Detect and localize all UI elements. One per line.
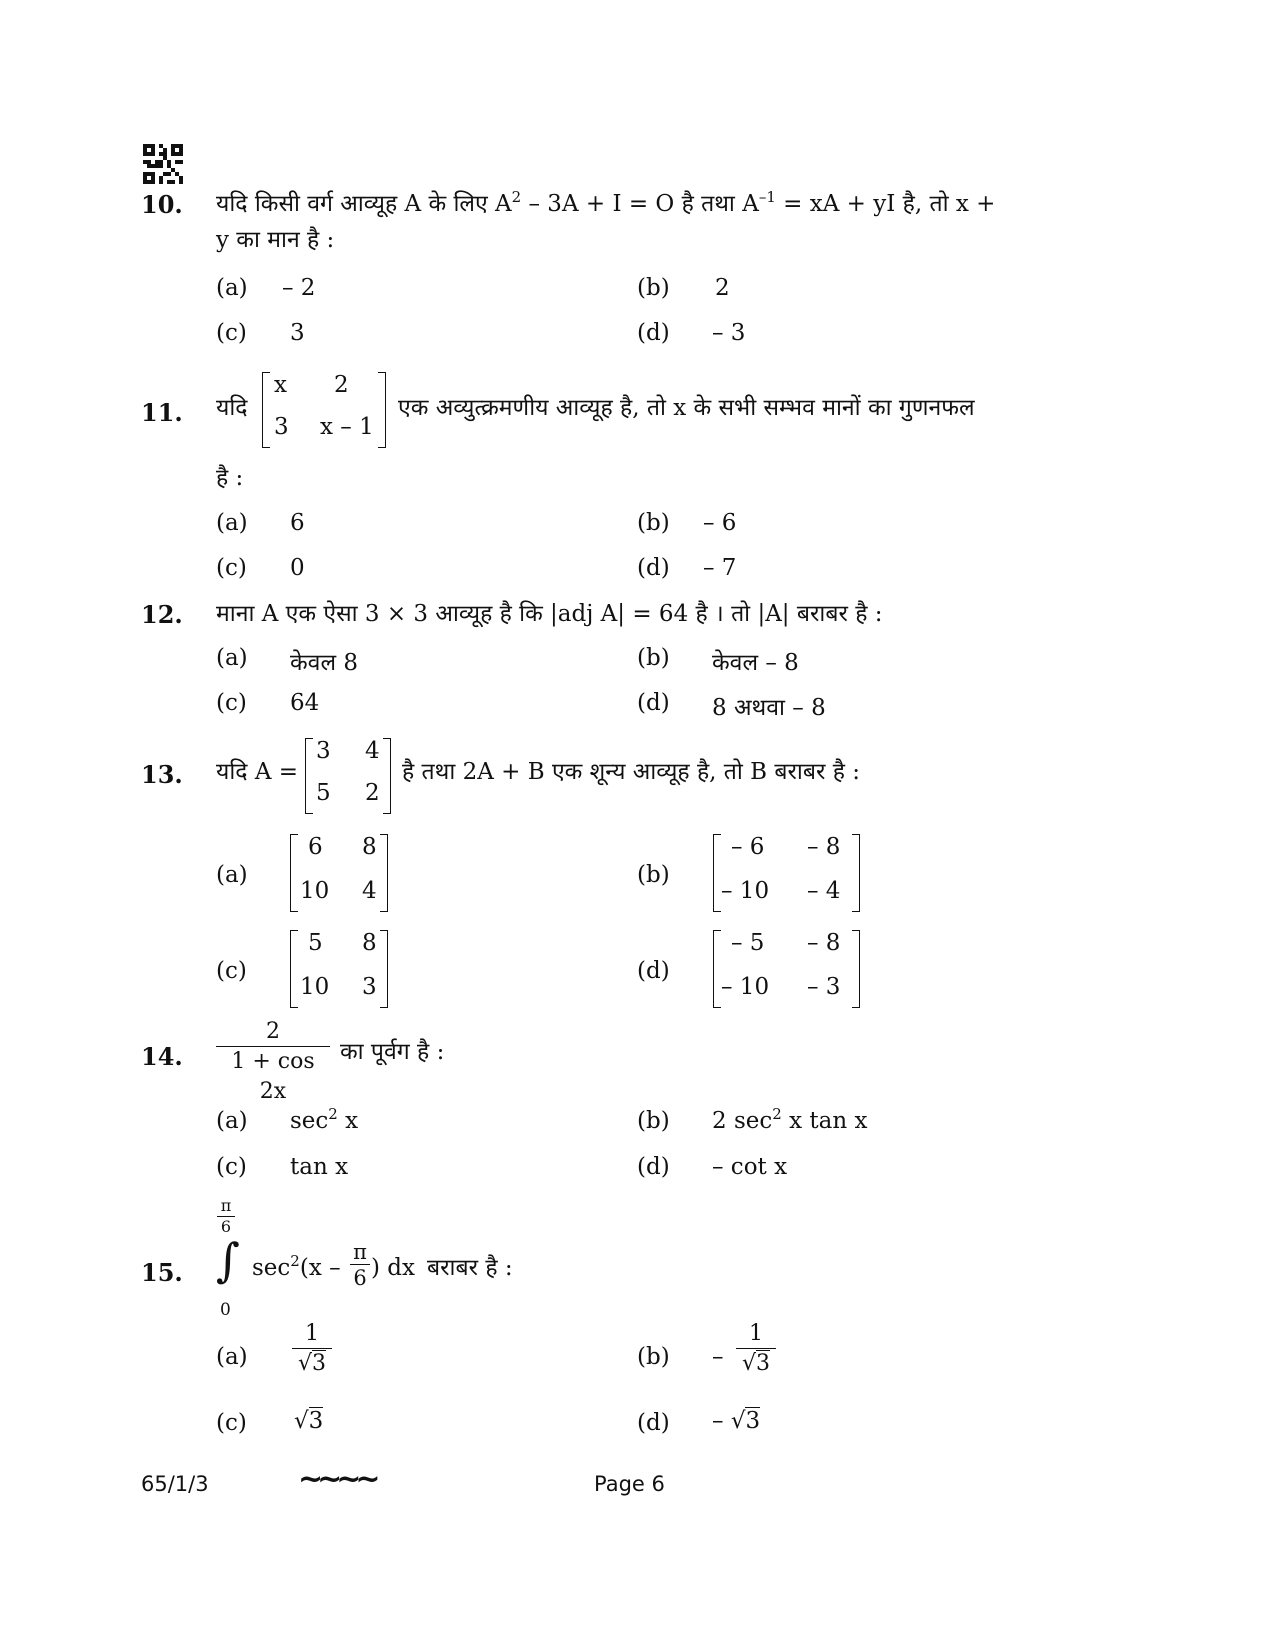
option-value: – 7	[703, 555, 737, 581]
option-value: 0	[290, 555, 305, 581]
question-text: एक अव्युत्क्रमणीय आव्यूह है, तो x के सभी सम्भव मानों का गुणनफल	[398, 395, 975, 421]
question-text: यदि किसी वर्ग आव्यूह A के लिए $A^2 - 3A + I = O$ है तथा $A^{-1}$ = xA + yI है, तो x +	[216, 188, 996, 217]
question-number: 15.	[141, 1258, 183, 1287]
question-text: है तथा 2A + B एक शून्य आव्यूह है, तो B बराबर है :	[402, 759, 861, 785]
option-value: $\sec^2 x$	[290, 1105, 359, 1134]
question-text: बराबर है :	[427, 1255, 513, 1281]
question-number: 14.	[141, 1042, 183, 1071]
option-value: √3	[294, 1408, 324, 1434]
option-sign: –	[712, 1344, 724, 1370]
option-label: (b)	[637, 645, 670, 671]
option-value: 6	[290, 510, 305, 536]
option-fraction: 1 √3	[736, 1320, 776, 1379]
option-label: (d)	[637, 320, 670, 346]
inner-fraction: π 6	[350, 1240, 370, 1291]
option-matrix: – 6 – 8 – 10 – 4	[713, 834, 860, 912]
option-label: (a)	[216, 1108, 248, 1134]
option-label: (a)	[216, 1344, 248, 1370]
integral-upper-limit: π 6	[217, 1196, 235, 1237]
option-label: (c)	[216, 958, 247, 984]
option-value: – 6	[703, 510, 737, 536]
option-label: (d)	[637, 1410, 670, 1436]
option-label: (d)	[637, 1154, 670, 1180]
option-value: tan x	[290, 1154, 349, 1180]
option-label: (c)	[216, 320, 247, 346]
option-value: – 2	[282, 275, 316, 301]
question-text: का पूर्वग है :	[340, 1039, 445, 1065]
question-number: 10.	[141, 190, 183, 219]
qr-code-icon	[143, 144, 183, 184]
option-label: (c)	[216, 555, 247, 581]
option-label: (c)	[216, 1410, 247, 1436]
question-number: 13.	[141, 760, 183, 789]
question-number: 12.	[141, 600, 183, 629]
option-value: – √3	[712, 1408, 761, 1434]
option-value: – 3	[712, 320, 746, 346]
question-text-prefix: यदि	[216, 395, 248, 421]
option-label: (c)	[216, 690, 247, 716]
integral-lower-limit: 0	[220, 1300, 231, 1320]
option-fraction: 1 √3	[292, 1320, 332, 1379]
option-matrix: – 5 – 8 – 10 – 3	[713, 930, 860, 1008]
option-label: (b)	[637, 1344, 670, 1370]
matrix: x 2 3 x – 1	[262, 372, 386, 448]
option-label: (b)	[637, 275, 670, 301]
option-label: (a)	[216, 645, 248, 671]
option-value: केवल 8	[290, 650, 358, 676]
option-label: (a)	[216, 275, 248, 301]
option-value: 3	[290, 320, 305, 346]
option-label: (c)	[216, 1154, 247, 1180]
option-label: (a)	[216, 862, 248, 888]
integral-sign: ∫	[216, 1233, 240, 1287]
option-value: 8 अथवा – 8	[712, 695, 826, 721]
question-text-prefix: यदि A =	[216, 759, 299, 785]
matrix: 3 4 5 2	[305, 738, 391, 814]
option-value: – cot x	[712, 1154, 788, 1180]
option-label: (b)	[637, 862, 670, 888]
option-label: (d)	[637, 555, 670, 581]
page-number: Page 6	[594, 1472, 665, 1496]
question-text: माना A एक ऐसा 3 × 3 आव्यूह है कि |adj A| = 64 है । तो |A| बराबर है :	[216, 601, 883, 627]
question-text-line2: है :	[216, 465, 244, 491]
fraction: 2 1 + cos 2x	[216, 1018, 330, 1107]
integrand: $\sec^2(x$ –	[252, 1252, 341, 1281]
option-matrix: 6 8 10 4	[290, 834, 388, 912]
question-text-line2: y का मान है :	[216, 227, 335, 253]
question-number: 11.	[141, 398, 183, 427]
option-value: 2 $\sec^2 x$ tan x	[712, 1105, 868, 1134]
option-value: केवल – 8	[712, 650, 799, 676]
option-value: 2	[715, 275, 730, 301]
paper-code: 65/1/3	[141, 1472, 209, 1496]
option-label: (a)	[216, 510, 248, 536]
integrand-tail: ) dx	[371, 1255, 415, 1281]
option-label: (d)	[637, 690, 670, 716]
option-label: (b)	[637, 510, 670, 536]
option-label: (b)	[637, 1108, 670, 1134]
option-value: 64	[290, 690, 320, 716]
option-label: (d)	[637, 958, 670, 984]
footer-ornament: ~~~~	[298, 1462, 375, 1497]
option-matrix: 5 8 10 3	[290, 930, 388, 1008]
